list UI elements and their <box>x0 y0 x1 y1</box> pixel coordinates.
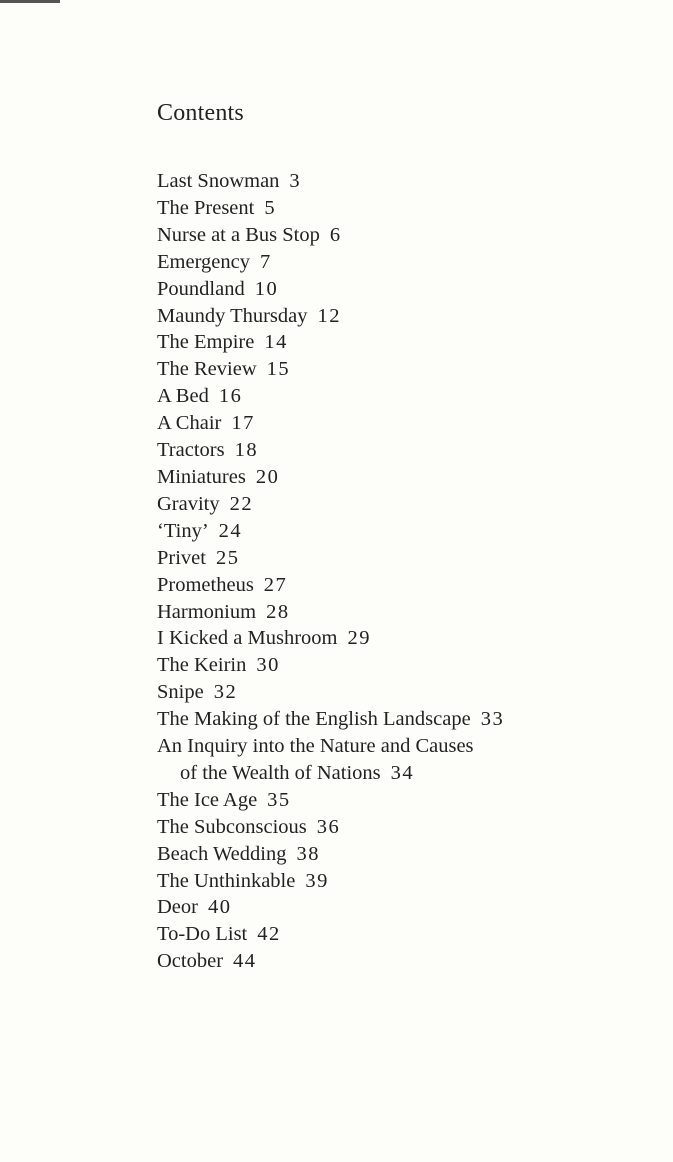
toc-entry <box>157 195 504 222</box>
entry-page-number: 36 <box>316 815 341 838</box>
toc-entry <box>157 948 504 975</box>
entry-title: Deor <box>157 896 198 919</box>
entry-title: The Review <box>157 358 257 381</box>
entry-title: Privet <box>157 546 206 569</box>
entry-page-number: 5 <box>264 196 277 219</box>
toc-entry <box>157 921 504 948</box>
entry-page-number: 17 <box>231 412 255 435</box>
toc-entry <box>157 652 504 679</box>
entry-page-number: 14 <box>264 331 288 354</box>
toc-entry <box>157 329 504 356</box>
entry-page-number: 35 <box>267 788 291 811</box>
entry-title: Poundland <box>157 277 245 300</box>
entry-title: ‘Tiny’ <box>157 519 209 542</box>
page-edge-shadow <box>0 0 60 3</box>
toc-entry <box>157 437 504 464</box>
toc-entry <box>157 545 504 572</box>
entry-page-number: 30 <box>256 654 280 677</box>
toc-entry <box>157 841 504 868</box>
toc-entry <box>157 706 504 733</box>
page-title: Contents <box>157 100 244 126</box>
entry-title: Tractors <box>157 439 225 462</box>
entry-page-number: 12 <box>317 304 342 327</box>
entry-title: The Ice Age <box>157 788 258 811</box>
entry-title: The Making of the English Landscape <box>157 708 471 731</box>
entry-title: Maundy Thursday <box>157 304 308 327</box>
toc-entry <box>157 599 504 626</box>
toc-entry <box>157 894 504 921</box>
entry-page-number: 29 <box>347 627 371 650</box>
entry-title: The Present <box>157 196 255 219</box>
entry-page-number: 22 <box>229 492 254 515</box>
toc-entry <box>157 868 504 895</box>
entry-page-number: 28 <box>266 600 290 623</box>
entry-title: Gravity <box>157 492 220 515</box>
entry-page-number: 44 <box>233 950 257 973</box>
entry-page-number: 33 <box>480 708 505 731</box>
toc-entry-line2 <box>157 760 504 787</box>
entry-page-number: 20 <box>255 465 280 488</box>
entry-page-number: 27 <box>263 573 288 596</box>
toc-entry <box>157 222 504 249</box>
entry-title: Emergency <box>157 250 250 273</box>
entry-title: The Keirin <box>157 654 247 677</box>
toc-entry <box>157 518 504 545</box>
entry-title: The Empire <box>157 331 255 354</box>
entry-title: Prometheus <box>157 573 254 596</box>
entry-title-continued: of the Wealth of Nations <box>180 761 381 784</box>
entry-title: Last Snowman <box>157 170 280 192</box>
entry-page-number: 42 <box>257 923 281 946</box>
entry-title: A Bed <box>157 385 209 408</box>
contents-list <box>157 168 504 975</box>
entry-title: The Subconscious <box>157 815 307 838</box>
entry-title: A Chair <box>157 412 222 435</box>
toc-entry <box>157 168 504 195</box>
entry-title: An Inquiry into the Nature and Causes <box>157 735 474 758</box>
toc-entry <box>157 383 504 410</box>
toc-entry <box>157 464 504 491</box>
entry-page-number: 24 <box>218 519 243 542</box>
entry-title: To-Do List <box>157 923 248 946</box>
entry-title: Beach Wedding <box>157 842 287 865</box>
entry-page-number: 39 <box>305 869 329 892</box>
toc-entry <box>157 679 504 706</box>
entry-page-number: 6 <box>329 223 342 246</box>
entry-page-number: 15 <box>266 358 291 381</box>
entry-title: The Unthinkable <box>157 869 296 892</box>
entry-page-number: 18 <box>234 439 259 462</box>
toc-entry <box>157 249 504 276</box>
entry-page-number: 3 <box>289 170 302 192</box>
entry-page-number: 16 <box>218 385 243 408</box>
entry-title: Miniatures <box>157 465 246 488</box>
toc-entry-line1 <box>157 733 504 760</box>
toc-entry <box>157 491 504 518</box>
entry-title: Nurse at a Bus Stop <box>157 223 320 246</box>
entry-title: Snipe <box>157 681 204 704</box>
entry-page-number: 25 <box>215 546 240 569</box>
entry-title: I Kicked a Mushroom <box>157 627 338 650</box>
entry-title: Harmonium <box>157 600 257 623</box>
toc-entry <box>157 303 504 330</box>
toc-entry <box>157 356 504 383</box>
entry-page-number: 32 <box>213 681 238 704</box>
entry-page-number: 7 <box>259 250 272 273</box>
entry-page-number: 10 <box>254 277 279 300</box>
toc-entry <box>157 625 504 652</box>
entry-page-number: 38 <box>296 842 320 865</box>
toc-entry <box>157 572 504 599</box>
toc-entry <box>157 276 504 303</box>
toc-entry <box>157 410 504 437</box>
entry-page-number: 34 <box>390 761 415 784</box>
entry-page-number: 40 <box>207 896 232 919</box>
entry-title: October <box>157 950 224 973</box>
toc-entry <box>157 787 504 814</box>
toc-entry <box>157 814 504 841</box>
